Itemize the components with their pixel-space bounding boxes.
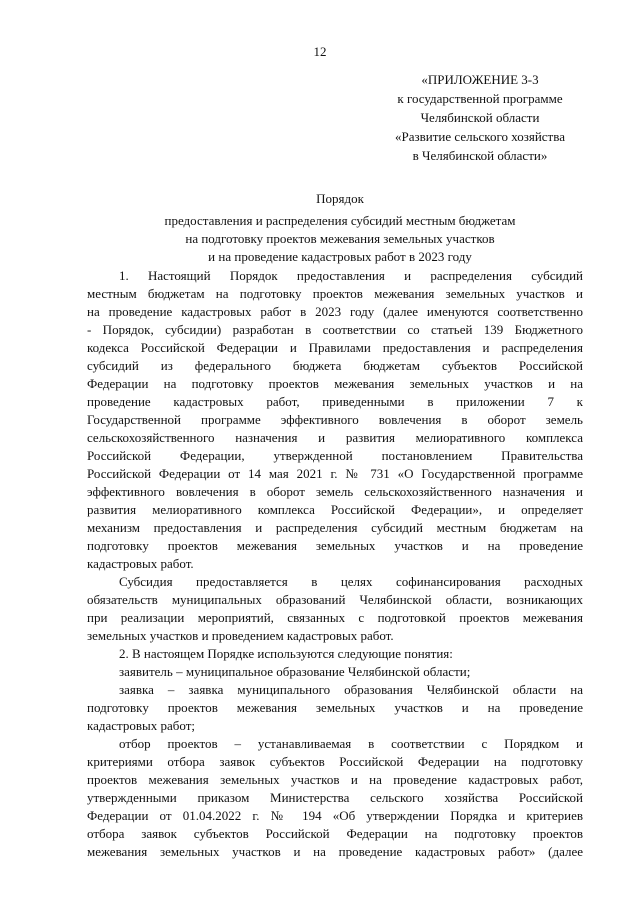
paragraph-line: Российской Федерации от 14 мая 2021 г. № 731 «О Государственной программе bbox=[87, 466, 583, 481]
paragraph-line: при реализации мероприятий, связанных с подготовкой проектов межевания bbox=[87, 610, 583, 625]
paragraph-line: подготовку проектов межевания земельных участков и на проведение bbox=[87, 700, 583, 715]
paragraph-line: развития мелиоративного комплекса Российской Федерации», и определяет bbox=[87, 502, 583, 517]
paragraph-line: эффективного вовлечения в оборот земель сельскохозяйственного назначения и bbox=[87, 484, 583, 499]
appendix-header bbox=[368, 70, 592, 165]
paragraph-line: утвержденными приказом Министерства сельского хозяйства Российской bbox=[87, 790, 583, 805]
paragraph-line: 2. В настоящем Порядке используются следующие понятия: bbox=[119, 646, 453, 661]
paragraph-line: кадастровых работ; bbox=[87, 718, 196, 733]
document-body bbox=[87, 267, 583, 861]
title-line: предоставления и распределения субсидий местным бюджетам bbox=[164, 213, 516, 228]
paragraph-line: субсидий из федерального бюджета бюджетам субъектов Российской bbox=[87, 358, 583, 373]
paragraph-line: кодекса Российской Федерации и Правилами предоставления и распределения bbox=[87, 340, 583, 355]
paragraph-line: заявка – заявка муниципального образования Челябинской области на bbox=[119, 682, 583, 697]
page-number: 12 bbox=[313, 44, 327, 59]
paragraph-line: проведение кадастровых работ, приведенными в приложении 7 к bbox=[87, 394, 583, 409]
appendix-line: «Развитие сельского хозяйства bbox=[395, 129, 565, 144]
paragraph-line: Федерации от 01.04.2022 г. № 194 «Об утверждении Порядка и критериев bbox=[87, 808, 583, 823]
paragraph-line: 1. Настоящий Порядок предоставления и распределения субсидий bbox=[119, 268, 583, 283]
paragraph bbox=[87, 573, 583, 645]
paragraph-line: местным бюджетам на подготовку проектов межевания земельных участков и bbox=[87, 286, 583, 301]
paragraph-line: земельных участков и проведением кадастровых работ. bbox=[87, 628, 394, 643]
paragraph-line: Федерации на подготовку проектов межевания земельных участков и на bbox=[87, 376, 583, 391]
paragraph-line: кадастровых работ. bbox=[87, 556, 194, 571]
title-heading: Порядок bbox=[316, 191, 364, 206]
paragraph-line: подготовку проектов межевания земельных участков и на проведение bbox=[87, 538, 583, 553]
appendix-line: к государственной программе bbox=[397, 91, 563, 106]
paragraph-line: сельскохозяйственного назначения и развития мелиоративного комплекса bbox=[87, 430, 583, 445]
paragraph-line: заявитель – муниципальное образование Челябинской области; bbox=[119, 664, 471, 679]
paragraph-line: механизм предоставления и распределения субсидий местным бюджетам на bbox=[87, 520, 583, 535]
paragraph-line: критериями отбора заявок субъектов Российской Федерации на подготовку bbox=[87, 754, 583, 769]
paragraph bbox=[87, 645, 583, 663]
paragraph-line: Субсидия предоставляется в целях софинансирования расходных bbox=[119, 574, 583, 589]
paragraph-line: Российской Федерации, утвержденной постановлением Правительства bbox=[87, 448, 583, 463]
paragraph-line: межевания земельных участков и на проведение кадастровых работ» (далее bbox=[87, 844, 583, 859]
paragraph-line: отбора заявок субъектов Российской Федерации на подготовку проектов bbox=[87, 826, 583, 841]
paragraph bbox=[87, 663, 583, 681]
paragraph bbox=[87, 735, 583, 861]
paragraph-line: отбор проектов – устанавливаемая в соответствии с Порядком и bbox=[119, 736, 583, 751]
paragraph-line: Государственной программе эффективного вовлечения в оборот земель bbox=[87, 412, 583, 427]
appendix-line: Челябинской области bbox=[420, 110, 540, 125]
paragraph-line: обязательств муниципальных образований Челябинской области, возникающих bbox=[87, 592, 583, 607]
paragraph bbox=[87, 267, 583, 573]
paragraph-line: проектов межевания земельных участков и на проведение кадастровых работ, bbox=[87, 772, 583, 787]
paragraph-line: на проведение кадастровых работ в 2023 году (далее именуются соответственно bbox=[87, 304, 583, 319]
appendix-line: «ПРИЛОЖЕНИЕ 3-3 bbox=[421, 72, 539, 87]
title-line: на подготовку проектов межевания земельных участков bbox=[185, 231, 495, 246]
paragraph-line: - Порядок, субсидии) разработан в соответствии со статьей 139 Бюджетного bbox=[87, 322, 583, 337]
title-line: и на проведение кадастровых работ в 2023 году bbox=[208, 249, 472, 264]
appendix-line: в Челябинской области» bbox=[412, 148, 548, 163]
paragraph bbox=[87, 681, 583, 735]
document-title bbox=[90, 190, 590, 266]
